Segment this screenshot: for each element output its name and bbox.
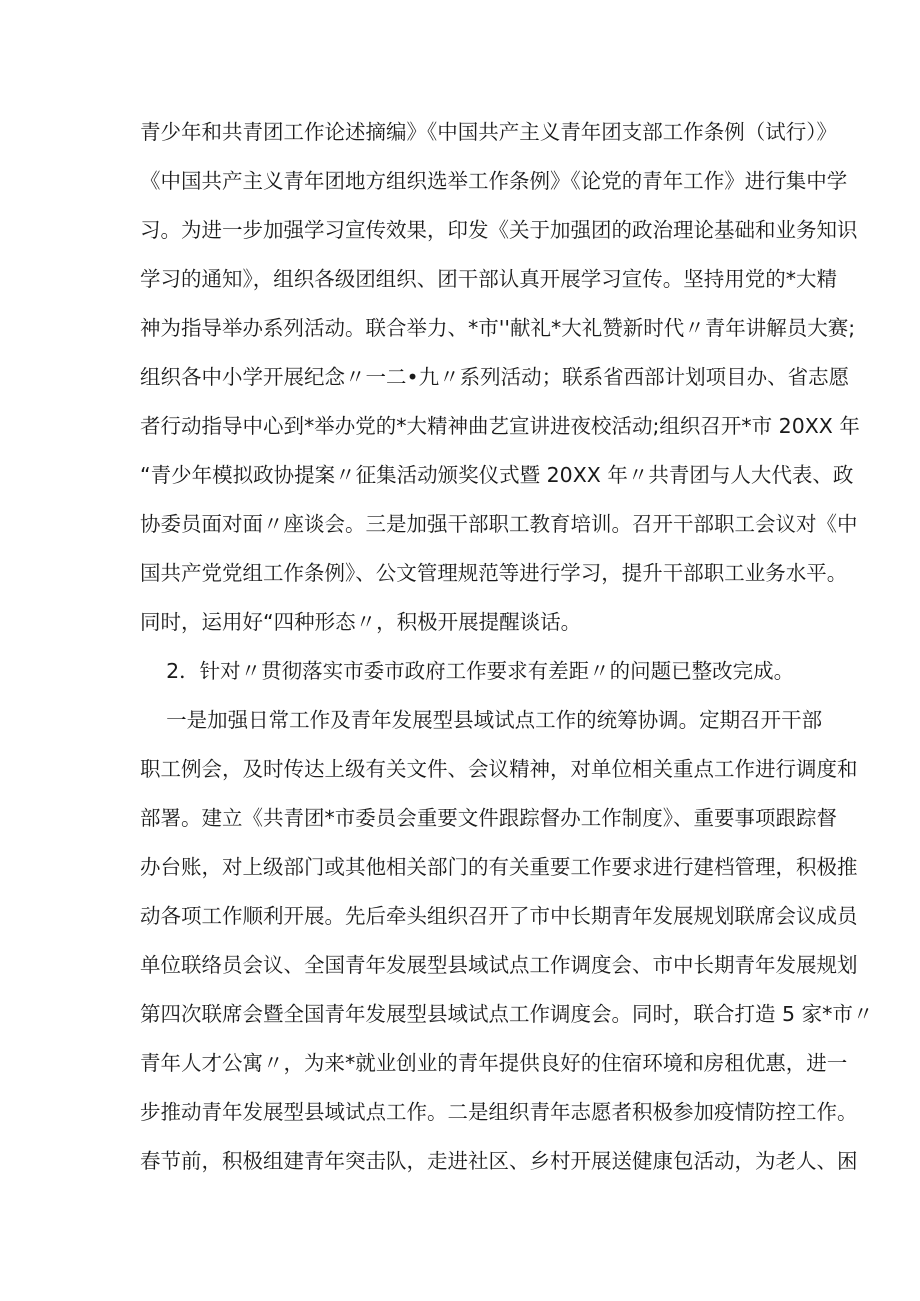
text-line: 动各项工作顺利开展。先后牵头组织召开了市中长期青年发展规划联席会议成员 <box>140 904 858 928</box>
text-line: 办台账，对上级部门或其他相关部门的有关重要工作要求进行建档管理，积极推 <box>140 855 858 879</box>
text-line: 职工例会，及时传达上级有关文件、会议精神，对单位相关重点工作进行调度和 <box>140 757 858 781</box>
text-line: 春节前，积极组建青年突击队，走进社区、乡村开展送健康包活动，为老人、困 <box>140 1149 858 1173</box>
section-heading: 2．针对〃贯彻落实市委市政府工作要求有差距〃的问题已整改完成。 <box>140 659 795 683</box>
text-line: 协委员面对面〃座谈会。三是加强干部职工教育培训。召开干部职工会议对《中 <box>140 512 858 536</box>
text-line: 《中国共产主义青年团地方组织选举工作条例》《论党的青年工作》进行集中学 <box>140 169 848 193</box>
text-line: 习。为进一步加强学习宣传效果，印发《关于加强团的政治理论基础和业务知识 <box>140 218 858 242</box>
text-line: 青少年和共青团工作论述摘编》《中国共产主义青年团支部工作条例（试行）》 <box>140 120 837 144</box>
text-line: 单位联络员会议、全国青年发展型县域试点工作调度会、市中长期青年发展规划 <box>140 953 858 977</box>
text-line: 步推动青年发展型县域试点工作。二是组织青年志愿者积极参加疫情防控工作。 <box>140 1100 858 1124</box>
text-line: 学习的通知》，组织各级团组织、团干部认真开展学习宣传。坚持用党的*大精 <box>140 267 837 291</box>
paragraph-first-line: 一是加强日常工作及青年发展型县域试点工作的统筹协调。定期召开干部 <box>140 708 823 732</box>
text-line: 神为指导举办系列活动。联合举力、*市''献礼*大礼赞新时代〃青年讲解员大赛; <box>140 316 856 340</box>
text-line-paragraph-end: 同时，运用好“四种形态〃，积极开展提醒谈话。 <box>140 610 582 634</box>
text-line: 青年人才公寓〃，为来*就业创业的青年提供良好的住宿环境和房租优惠，进一 <box>140 1051 848 1075</box>
text-line: 组织各中小学开展纪念〃一二•九〃系列活动；联系省西部计划项目办、省志愿 <box>140 365 850 389</box>
text-line: 国共产党党组工作条例》、公文管理规范等进行学习，提升干部职工业务水平。 <box>140 561 848 585</box>
text-line: “青少年模拟政协提案〃征集活动颁奖仪式暨 20XX 年〃共青团与人大代表、政 <box>140 463 854 487</box>
text-line: 者行动指导中心到*举办党的*大精神曲艺宣讲进夜校活动;组织召开*市 20XX 年 <box>140 414 860 438</box>
text-line: 部署。建立《共青团*市委员会重要文件跟踪督办工作制度》、重要事项跟踪督 <box>140 806 837 830</box>
text-line: 第四次联席会暨全国青年发展型县域试点工作调度会。同时，联合打造 5 家*市〃 <box>140 1002 874 1026</box>
